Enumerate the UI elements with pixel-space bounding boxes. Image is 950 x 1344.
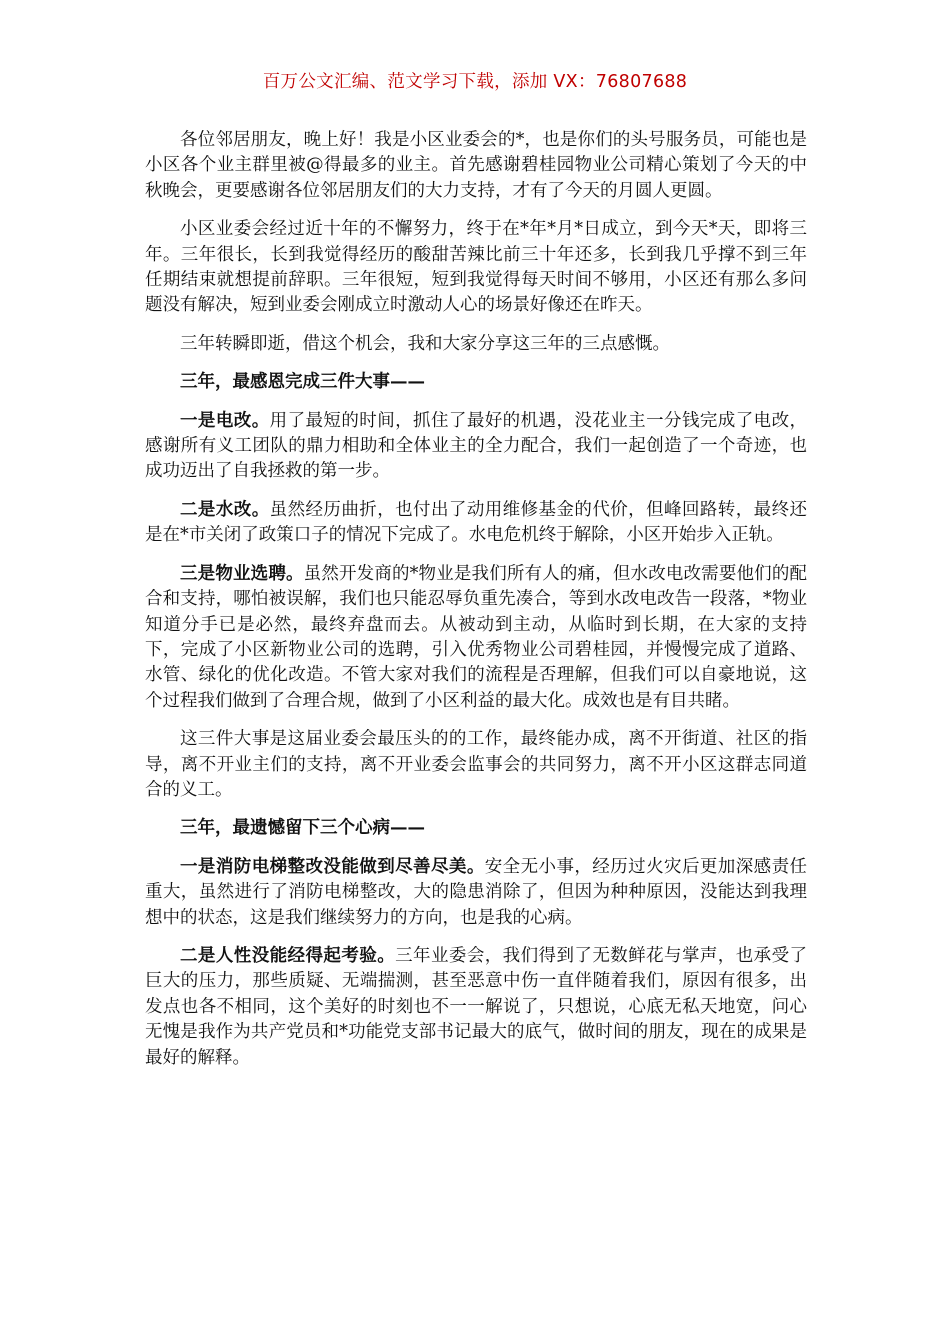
paragraph-electric-reform: [145, 409, 807, 485]
section-heading-regrets: [145, 816, 807, 841]
paragraph-text: 各位邻居朋友，晚上好！我是小区业委会的*，也是你们的头号服务员，可能也是小区各个业主群里被@得最多的业主。首先感谢碧桂园物业公司精心策划了今天的中秋晚会，更要感谢各位邻居朋友们的大力支持，才有了今天的月圆人更圆。: [145, 130, 807, 201]
paragraph-human-nature: [145, 944, 807, 1071]
document-body: [145, 128, 807, 1084]
section-heading-gratitude: [145, 370, 807, 395]
paragraph-lead: 一是消防电梯整改没能做到尽善尽美。: [180, 856, 485, 877]
paragraph-lead: 二是水改。: [180, 499, 270, 520]
paragraph-text: 用了最短的时间，抓住了最好的机遇，没花业主一分钱完成了电改，感谢所有义工团队的鼎力相助和全体业主的全力配合，我们一起创造了一个奇迹，也成功迈出了自我拯救的第一步。: [145, 410, 808, 482]
section-heading-text: 三年，最遗憾留下三个心病——: [180, 818, 425, 839]
paragraph-fire-elevator: [145, 855, 807, 931]
paragraph-intro: [145, 332, 807, 357]
paragraph-lead: 三是物业选聘。: [180, 563, 304, 584]
paragraph-property-selection: [145, 562, 807, 714]
paragraph-text: 三年转瞬即逝，借这个机会，我和大家分享这三年的三点感慨。: [180, 333, 670, 354]
paragraph-text: 三年业委会，我们得到了无数鲜花与掌声，也承受了巨大的压力，那些质疑、无端揣测，甚至恶意中伤一直伴随着我们，原因有很多，出发点也各不相同，这个美好的时刻也不一一解说了，只想说，心底无私天地宽，问心无愧是我作为共产党员和*功能党支部书记最大的底气，做时间的朋友，现在的成果是最好的解释。: [145, 945, 808, 1068]
paragraph-text: 这三件大事是这届业委会最压头的的工作，最终能办成，离不开街道、社区的指导，离不开业主们的支持，离不开业委会监事会的共同努力，离不开小区这群志同道合的义工。: [145, 729, 807, 800]
paragraph-greeting: [145, 128, 807, 204]
section-heading-text: 三年，最感恩完成三件大事——: [180, 372, 425, 393]
paragraph-thanks: [145, 727, 807, 803]
paragraph-text: 虽然开发商的*物业是我们所有人的痛，但水改电改需要他们的配合和支持，哪怕被误解，我们也只能忍辱负重先凑合，等到水改电改告一段落，*物业知道分手已是必然，最终弃盘而去。从被动到主动，从临时到长期，在大家的支持下，完成了小区新物业公司的选聘，引入优秀物业公司碧桂园，并慢慢完成了道路、水管、绿化的优化改造。不管大家对我们的流程是否理解，但我们可以自豪地说，这个过程我们做到了合理合规，做到了小区利益的最大化。成效也是有目共睹。: [145, 563, 808, 711]
paragraph-water-reform: [145, 498, 807, 549]
paragraph-text: 小区业委会经过近十年的不懈努力，终于在*年*月*日成立，到今天*天，即将三年。三年很长，长到我觉得经历的酸甜苦辣比前三十年还多，长到我几乎撑不到三年任期结束就想提前辞职。三年很短，短到我觉得每天时间不够用，小区还有那么多问题没有解决，短到业委会刚成立时激动人心的场景好像还在昨天。: [145, 219, 807, 316]
paragraph-text: 安全无小事，经历过火灾后更加深感责任重大，虽然进行了消防电梯整改，大的隐患消除了，但因为种种原因，没能达到我理想中的状态，这是我们继续努力的方向，也是我的心病。: [145, 856, 807, 928]
paragraph-text: 虽然经历曲折，也付出了动用维修基金的代价，但峰回路转，最终还是在*市关闭了政策口子的情况下完成了。水电危机终于解除，小区开始步入正轨。: [145, 499, 808, 546]
header-banner: 百万公文汇编、范文学习下载，添加 VX：76807688: [262, 72, 688, 92]
paragraph-history: [145, 217, 807, 319]
paragraph-lead: 二是人性没能经得起考验。: [180, 945, 396, 966]
paragraph-lead: 一是电改。: [180, 410, 270, 431]
